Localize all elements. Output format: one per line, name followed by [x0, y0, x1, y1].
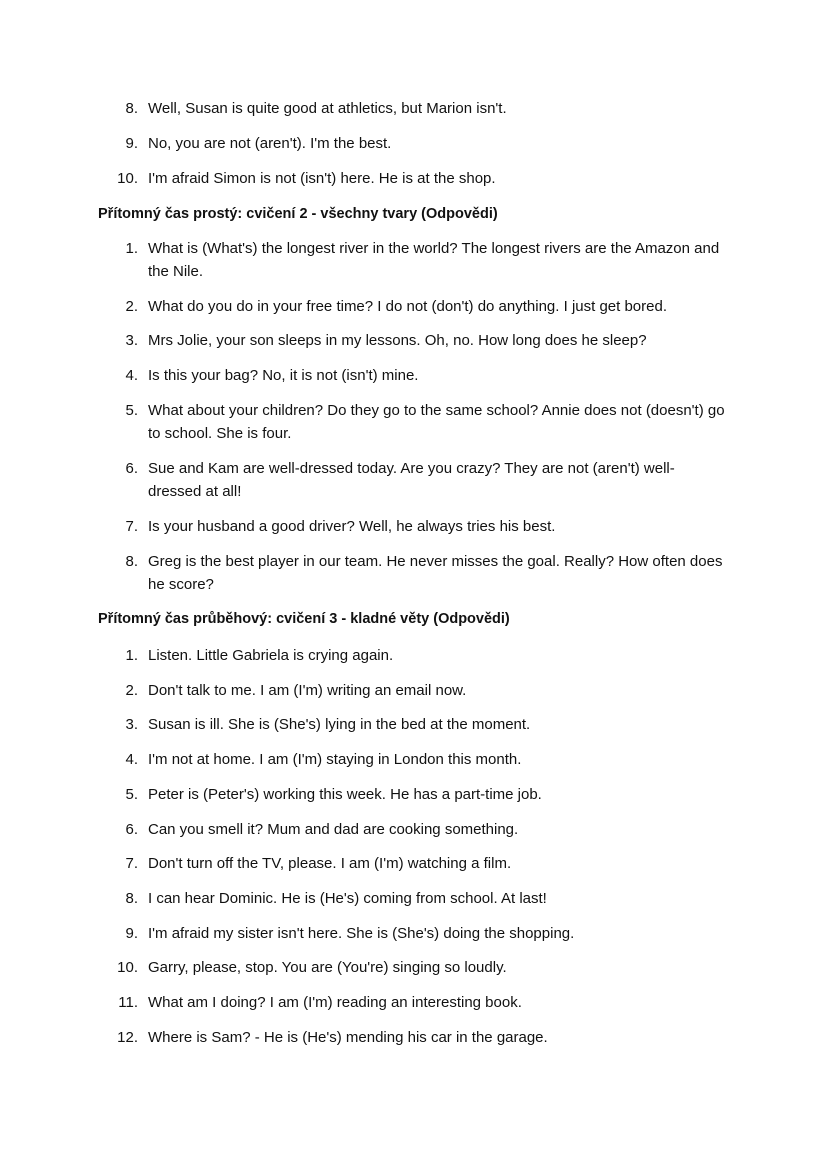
item-text: Well, Susan is quite good at athletics, but Marion isn't. — [148, 100, 507, 117]
item-number: 9. — [125, 135, 138, 152]
item-number: 6. — [125, 460, 138, 477]
item-text: Where is Sam? - He is (He's) mending his car in the garage. — [148, 1029, 548, 1046]
item-text: Don't turn off the TV, please. I am (I'm) watching a film. — [148, 855, 512, 872]
item-text: Garry, please, stop. You are (You're) singing so loudly. — [148, 959, 507, 976]
item-number: 2. — [125, 682, 138, 699]
item-number: 3. — [125, 716, 138, 733]
item-number: 11. — [118, 994, 138, 1011]
item-text: Susan is ill. She is (She's) lying in the bed at the moment. — [148, 716, 531, 733]
item-number: 1. — [125, 647, 138, 664]
item-number: 4. — [125, 367, 138, 384]
item-text: What do you do in your free time? I do not (don't) do anything. I just get bored. — [148, 298, 668, 315]
item-text: Is this your bag? No, it is not (isn't) mine. — [148, 367, 419, 384]
item-number: 9. — [125, 925, 138, 942]
item-text: Can you smell it? Mum and dad are cooking something. — [148, 821, 519, 838]
item-number: 8. — [125, 553, 138, 570]
item-text: Mrs Jolie, your son sleeps in my lessons. Oh, no. How long does he sleep? — [148, 332, 647, 349]
item-text: Peter is (Peter's) working this week. He has a part-time job. — [148, 786, 542, 803]
section-heading: Přítomný čas průběhový: cvičení 3 - kladné věty (Odpovědi) — [98, 611, 510, 627]
item-number: 10. — [117, 170, 138, 187]
item-number: 7. — [125, 855, 138, 872]
item-text: Don't talk to me. I am (I'm) writing an email now. — [148, 682, 467, 699]
item-number: 8. — [125, 890, 138, 907]
item-text: I can hear Dominic. He is (He's) coming from school. At last! — [148, 890, 547, 907]
section-heading: Přítomný čas prostý: cvičení 2 - všechny tvary (Odpovědi) — [98, 206, 498, 222]
item-text: Is your husband a good driver? Well, he always tries his best. — [148, 518, 556, 535]
item-text: I'm afraid Simon is not (isn't) here. He is at the shop. — [148, 170, 496, 187]
item-number: 5. — [125, 402, 138, 419]
item-text: What am I doing? I am (I'm) reading an interesting book. — [148, 994, 522, 1011]
item-number: 10. — [117, 959, 138, 976]
item-text: Sue and Kam are well-dressed today. Are you crazy? They are not (aren't) well-dressed at all! — [148, 460, 675, 500]
item-number: 3. — [125, 332, 138, 349]
item-number: 8. — [125, 100, 138, 117]
item-text: No, you are not (aren't). I'm the best. — [148, 135, 392, 152]
item-number: 1. — [125, 240, 138, 257]
item-number: 4. — [125, 751, 138, 768]
item-text: What about your children? Do they go to the same school? Annie does not (doesn't) go to school. She is four. — [148, 402, 725, 442]
item-number: 6. — [125, 821, 138, 838]
item-number: 7. — [125, 518, 138, 535]
item-text: I'm afraid my sister isn't here. She is (She's) doing the shopping. — [148, 925, 575, 942]
item-text: Listen. Little Gabriela is crying again. — [148, 647, 394, 664]
item-text: What is (What's) the longest river in the world? The longest rivers are the Amazon and the Nile. — [148, 240, 720, 280]
item-text: I'm not at home. I am (I'm) staying in London this month. — [148, 751, 522, 768]
item-number: 12. — [117, 1029, 138, 1046]
item-text: Greg is the best player in our team. He never misses the goal. Really? How often does he score? — [148, 553, 723, 593]
item-number: 5. — [125, 786, 138, 803]
item-number: 2. — [125, 298, 138, 315]
